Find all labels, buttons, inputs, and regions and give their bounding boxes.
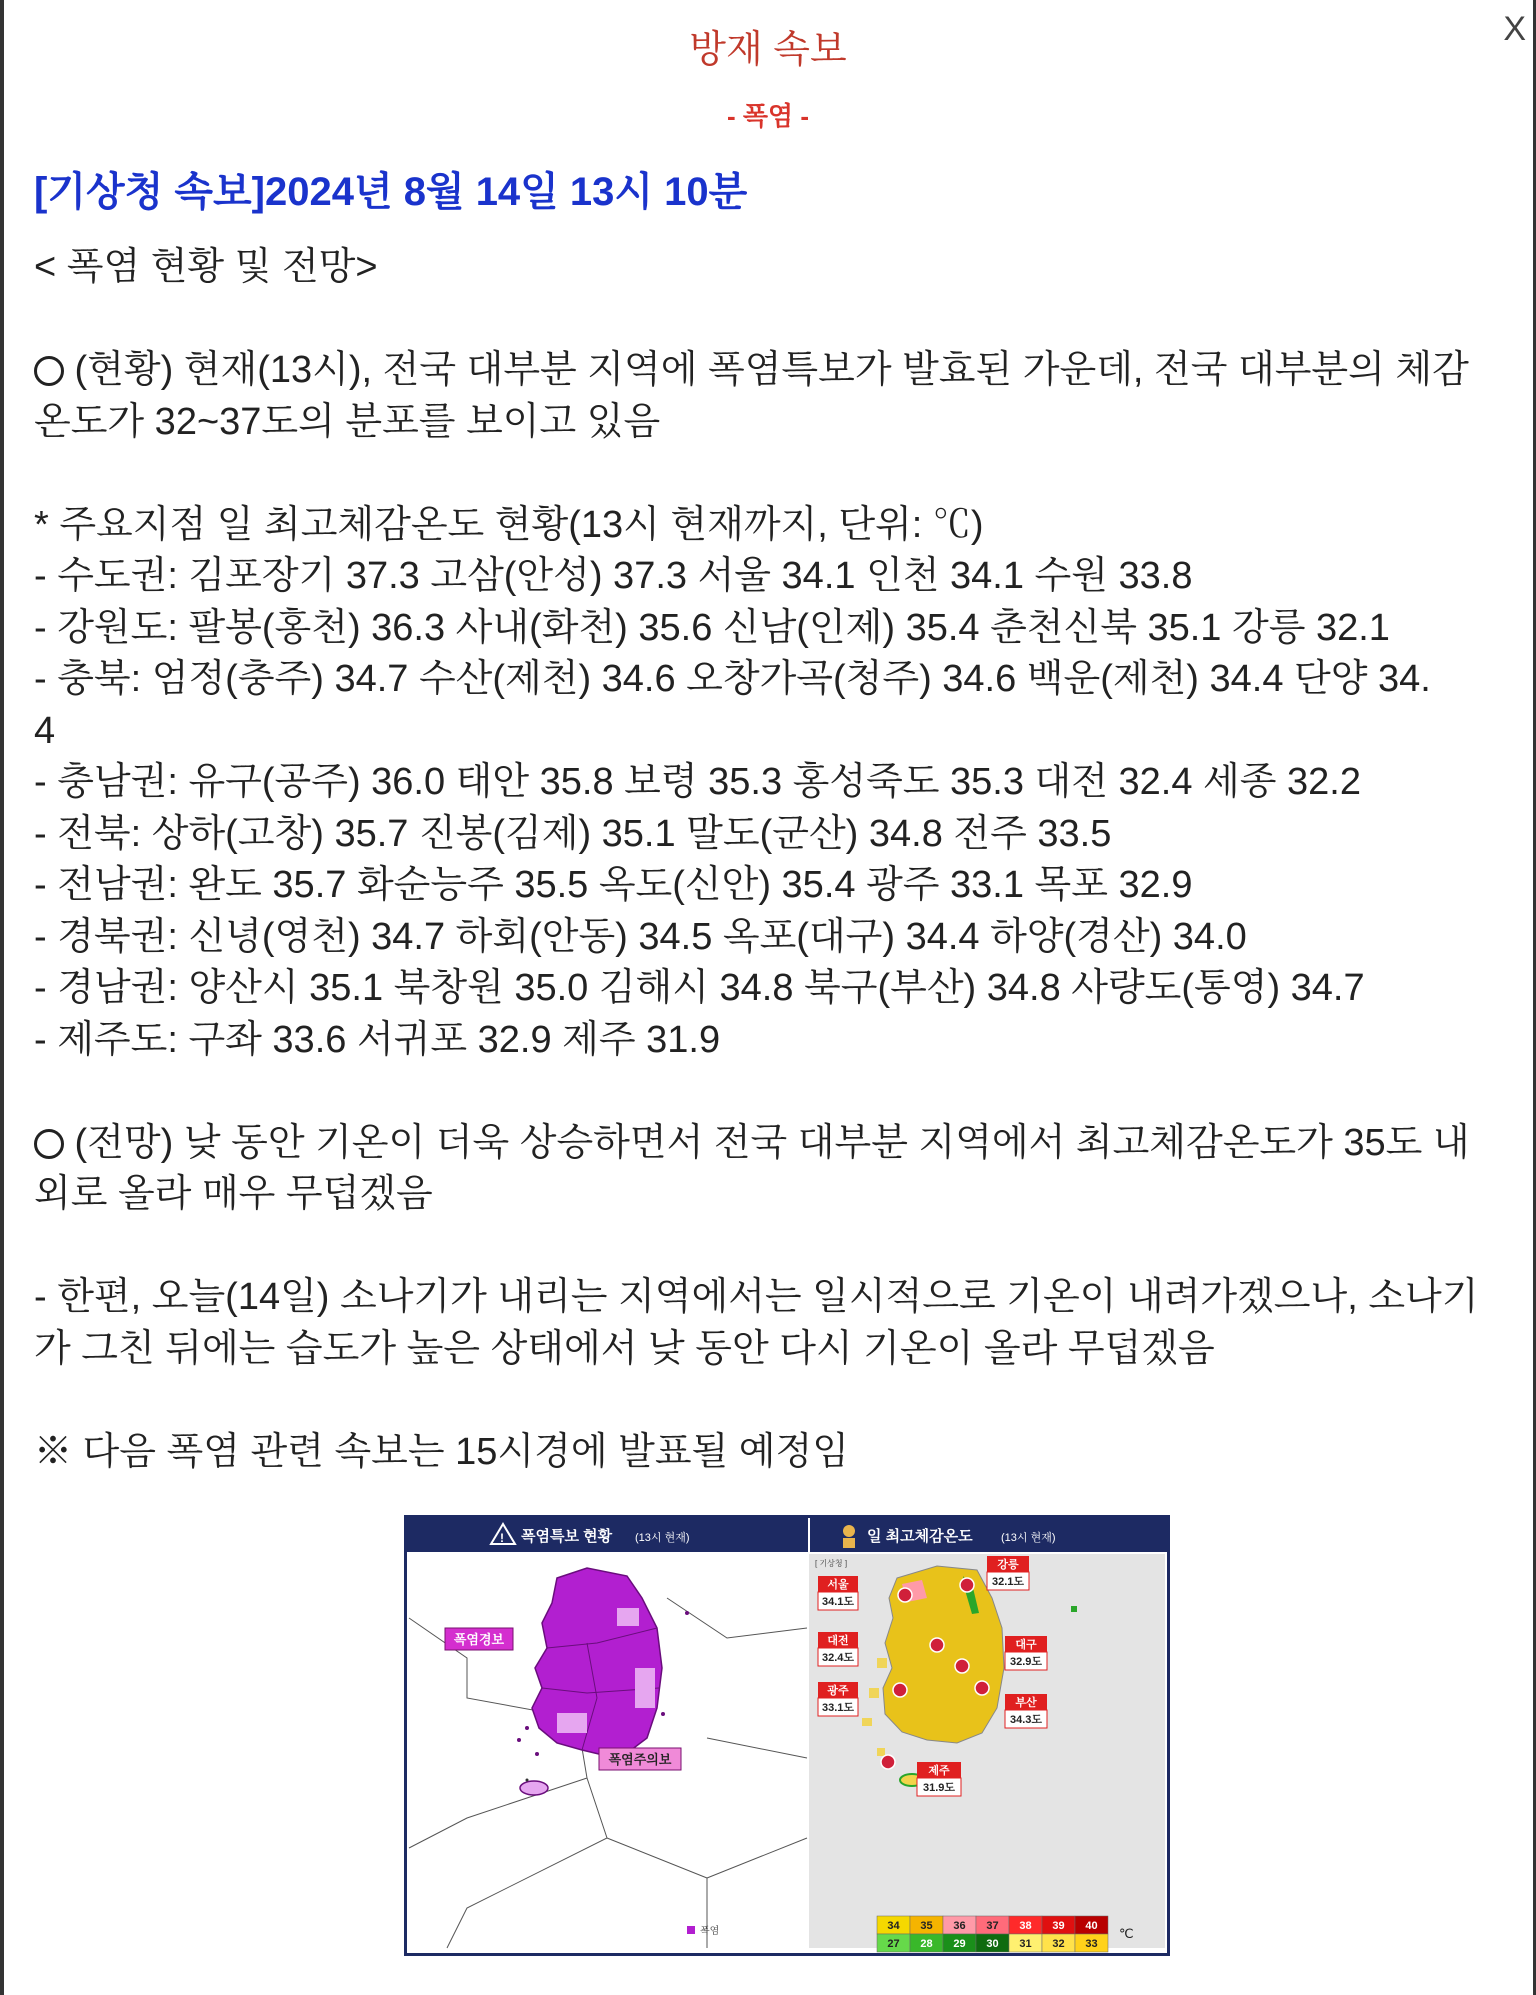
warning-label: 폭염경보 xyxy=(453,1632,505,1647)
advisory-label: 폭염주의보 xyxy=(608,1752,672,1767)
scale-bottom-label: 33 xyxy=(1085,1938,1098,1950)
scale-bottom-label: 28 xyxy=(920,1938,933,1950)
station-line: - 제주도: 구좌 33.6 서귀포 32.9 제주 31.9 xyxy=(34,1018,721,1061)
scale-top-label: 37 xyxy=(986,1920,999,1932)
seoul-marker-icon xyxy=(898,1588,912,1602)
busan-marker-icon xyxy=(975,1681,989,1695)
city-name-busan: 부산 xyxy=(1015,1697,1037,1709)
station-line: - 수도권: 김포장기 37.3 고삼(안성) 37.3 서울 34.1 인천 34.1 수원 33.8 xyxy=(34,555,1193,597)
status-line-2: 온도가 32~37도의 분포를 보이고 있음 xyxy=(34,400,661,443)
status-line-1: (현황) 현재(13시), 전국 대부분 지역에 폭염특보가 발효된 가운데, 전국 대부분의 체감 xyxy=(34,345,1534,397)
source-tag: [ 기상청 ] xyxy=(815,1559,848,1568)
circle-bullet-icon xyxy=(34,1129,64,1159)
outlook-line-2: 외로 올라 매우 무덥겠음 xyxy=(34,1173,433,1215)
dialog-subtitle: - 폭염 - xyxy=(727,101,809,131)
left-panel-title: 폭염특보 현황 xyxy=(521,1528,613,1545)
scale-top-label: 39 xyxy=(1052,1920,1065,1932)
city-value-seoul: 34.1도 xyxy=(821,1596,855,1608)
city-name-jeju: 제주 xyxy=(928,1765,950,1777)
note-line-1: - 한편, 오늘(14일) 소나기가 내리는 지역에서는 일시적으로 기온이 내려가겠으나, 소나기 xyxy=(34,1276,1479,1318)
left-legend-label: 폭염 xyxy=(700,1926,720,1937)
scale-bottom-label: 27 xyxy=(887,1938,900,1950)
scale-unit: ℃ xyxy=(1119,1926,1134,1941)
stations-title: * 주요지점 일 최고체감온도 현황(13시 현재까지, 단위: ℃) xyxy=(34,503,984,546)
scale-bottom-label: 31 xyxy=(1019,1938,1032,1950)
city-value-gangneung: 32.1도 xyxy=(991,1576,1025,1588)
station-line: - 경북권: 신녕(영천) 34.7 하회(안동) 34.5 옥포(대구) 34.4 하양(경산) 34.0 xyxy=(34,915,1247,958)
station-line: - 경남권: 양산시 35.1 북창원 35.0 김해시 34.8 북구(부산) 34.8 사량도(통영) 34.7 xyxy=(34,967,1365,1009)
dialog-title: 방재 속보 xyxy=(689,29,847,71)
scale-top-label: 36 xyxy=(953,1920,966,1932)
scale-bottom-label: 30 xyxy=(986,1938,999,1950)
city-name-seoul: 서울 xyxy=(827,1579,849,1591)
jeju-advisory-area xyxy=(520,1781,548,1795)
bulletin-headline: [기상청 속보]2024년 8월 14일 13시 10분 xyxy=(34,170,748,214)
city-name-gangneung: 강릉 xyxy=(997,1559,1019,1571)
city-name-daejeon: 대전 xyxy=(827,1635,849,1647)
gwangju-marker-icon xyxy=(893,1683,907,1697)
gangneung-marker-icon xyxy=(960,1578,974,1592)
city-name-gwangju: 광주 xyxy=(827,1685,849,1697)
city-value-busan: 34.3도 xyxy=(1009,1714,1043,1726)
station-line: - 충남권: 유구(공주) 36.0 태안 35.8 보령 35.3 홍성죽도 35.3 대전 32.4 세종 32.2 xyxy=(34,761,1361,803)
daegu-marker-icon xyxy=(955,1659,969,1673)
city-value-jeju: 31.9도 xyxy=(922,1782,956,1794)
station-line: - 충북: 엄정(충주) 34.7 수산(제천) 34.6 오창가곡(청주) 34.6 백운(제천) 34.4 단양 34. xyxy=(34,658,1431,700)
station-line: - 전남권: 완도 35.7 화순능주 35.5 옥도(신안) 35.4 광주 33.1 목포 32.9 xyxy=(34,864,1193,906)
right-panel-note: (13시 현재) xyxy=(1001,1532,1056,1544)
city-value-daejeon: 32.4도 xyxy=(821,1652,855,1664)
scale-top-label: 34 xyxy=(887,1920,900,1932)
note-line-2: 가 그친 뒤에는 습도가 높은 상태에서 낮 동안 다시 기온이 올라 무덥겠음 xyxy=(34,1327,1215,1370)
scale-bottom-label: 32 xyxy=(1052,1938,1065,1950)
right-panel-title: 일 최고체감온도 xyxy=(867,1528,973,1545)
bulletin-content xyxy=(34,162,1534,1478)
heatwave-map-figure xyxy=(404,1515,1170,1956)
city-name-daegu: 대구 xyxy=(1015,1639,1037,1651)
station-line: 4 xyxy=(34,709,56,752)
outlook-line-1: (전망) 낮 동안 기온이 더욱 상승하면서 전국 대부분 지역에서 최고체감온도가 35도 내 xyxy=(34,1118,1534,1170)
station-line: - 강원도: 팔봉(홍천) 36.3 사내(화천) 35.6 신남(인제) 35.4 춘천신북 35.1 강릉 32.1 xyxy=(34,606,1390,649)
left-panel-note: (13시 현재) xyxy=(635,1532,690,1544)
scale-top-label: 38 xyxy=(1019,1920,1032,1932)
svg-text:!: ! xyxy=(500,1531,504,1545)
window-left-border xyxy=(0,0,4,1995)
city-value-gwangju: 33.1도 xyxy=(821,1702,855,1714)
circle-bullet-icon xyxy=(34,356,64,386)
jeju-marker-icon xyxy=(881,1755,895,1769)
section-title: < 폭염 현황 및 전망> xyxy=(34,246,378,288)
city-value-daegu: 32.9도 xyxy=(1009,1656,1043,1668)
close-button[interactable]: X xyxy=(1503,10,1526,48)
scale-top-label: 35 xyxy=(920,1920,933,1932)
station-line: - 전북: 상하(고창) 35.7 진봉(김제) 35.1 말도(군산) 34.8 전주 33.5 xyxy=(34,812,1112,855)
scale-bottom-label: 29 xyxy=(953,1938,966,1950)
daejeon-marker-icon xyxy=(930,1638,944,1652)
next-notice: ※ 다음 폭염 관련 속보는 15시경에 발표될 예정임 xyxy=(34,1430,849,1473)
scale-top-label: 40 xyxy=(1085,1920,1098,1932)
